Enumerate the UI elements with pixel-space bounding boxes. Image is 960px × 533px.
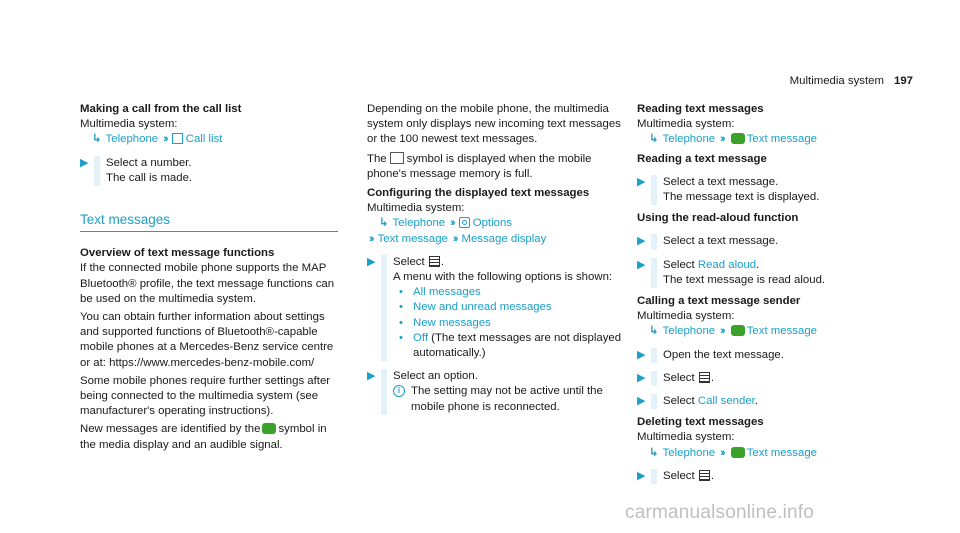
menu-icon: [429, 256, 440, 267]
step-text: Select a text message.: [663, 175, 779, 188]
nav-options[interactable]: Options: [472, 217, 512, 230]
page-header: [763, 74, 913, 89]
nav-text-message[interactable]: Text message: [746, 325, 817, 338]
step-arrow-icon: ▶: [637, 348, 646, 361]
subpath-arrow-icon: ↳: [649, 325, 659, 338]
step-delete: [637, 469, 895, 484]
header-section: Multimedia system: [789, 75, 884, 87]
system-label: Multimedia system:: [637, 310, 735, 323]
page-number: 197: [893, 75, 913, 87]
memory-p-start: The: [367, 152, 387, 165]
nav-telephone[interactable]: Telephone: [105, 133, 159, 146]
select-label: Select: [663, 395, 695, 408]
overview-paragraph-4: [80, 422, 338, 452]
step-aloud-2: [637, 258, 895, 288]
menu-icon: [699, 470, 710, 481]
info-text: The setting may not be active until the mobile phone is reconnected.: [411, 385, 603, 413]
section-title: Text messages: [80, 212, 338, 232]
memory-paragraph: [367, 152, 625, 182]
list-item: [393, 316, 625, 331]
step-call-2: [637, 371, 895, 386]
message-icon: [731, 133, 745, 144]
nav-text-message[interactable]: Text message: [377, 232, 448, 245]
step-arrow-icon: ▶: [637, 235, 646, 248]
call-list-title: Making a call from the call list: [80, 103, 242, 115]
aloud-title: Using the read-aloud function: [637, 212, 799, 225]
watermark: carmanualsonline.info: [625, 502, 815, 523]
column-2: [367, 102, 625, 415]
nav-telephone[interactable]: Telephone: [662, 446, 716, 459]
menu-icon: [699, 372, 710, 383]
column-1: [80, 102, 338, 453]
list-item: [393, 285, 625, 300]
chevron-right-icon: ››: [720, 133, 724, 146]
overview-paragraph-1: If the connected mobile phone supports the MAP Bluetooth® profile, the text message functions can be used on the multimedia system.: [80, 262, 335, 305]
step-arrow-icon: ▶: [637, 395, 646, 408]
nav-telephone[interactable]: Telephone: [662, 133, 716, 146]
step-text: Open the text message.: [663, 348, 784, 361]
reading-title: Reading text messages: [637, 103, 764, 115]
nav-telephone[interactable]: Telephone: [392, 217, 446, 230]
step-text: Select .: [663, 469, 715, 482]
step-call-3: [637, 394, 895, 409]
overview-p4-end: symbol in the media display and an audible signal.: [80, 423, 327, 451]
intro-paragraph: Depending on the mobile phone, the multimedia system only displays new incoming text messages or the 100 newest text messages.: [367, 103, 621, 146]
config-title: Configuring the displayed text messages: [367, 187, 590, 200]
step-arrow-icon: ▶: [637, 175, 646, 188]
option-new-unread[interactable]: New and unread messages: [413, 301, 552, 314]
step-call-1: [637, 348, 895, 363]
select-label: Select: [663, 258, 695, 271]
step-arrow-icon: ▶: [637, 469, 646, 482]
nav-path: [637, 446, 895, 461]
nav-path-1: [367, 216, 625, 231]
step-text: Select a text message.: [663, 235, 779, 248]
chevron-right-icon: ››: [369, 232, 373, 245]
call-list-icon: [172, 133, 183, 144]
options-icon: [459, 217, 470, 228]
step-read: [637, 175, 895, 205]
overview-paragraph-2: You can obtain further information about settings and supported functions of Bluetooth®-capable mobile phones at a Mercedes-Benz service centre or at: https://www.mercedes-benz-mobile.com/: [80, 311, 334, 369]
system-label: Multimedia system:: [367, 202, 465, 215]
call-sender-link[interactable]: Call sender: [697, 395, 755, 408]
step-select-number: [80, 156, 338, 186]
off-note: (The text messages are not displayed automatically.): [413, 331, 622, 360]
chevron-right-icon: ››: [450, 217, 454, 230]
step-arrow-icon: ▶: [637, 258, 646, 271]
subpath-arrow-icon: ↳: [649, 133, 659, 146]
chevron-right-icon: ››: [720, 446, 724, 459]
step-select-menu: [367, 255, 625, 361]
nav-text-message[interactable]: Text message: [746, 133, 817, 146]
message-icon: [731, 325, 745, 336]
step-result: The text message is read aloud.: [663, 273, 826, 286]
nav-text-message[interactable]: Text message: [746, 446, 817, 459]
read-aloud-link[interactable]: Read aloud: [697, 258, 757, 271]
step-select: Select .: [393, 255, 445, 268]
option-new-messages[interactable]: New messages: [413, 316, 491, 329]
chevron-right-icon: ››: [720, 325, 724, 338]
step-aloud-1: [637, 234, 895, 249]
list-item: [393, 300, 625, 315]
chevron-right-icon: ››: [452, 232, 457, 245]
overview-paragraph-3: Some mobile phones require further settings after being connected to the multimedia system (see manufacturer's operating instructions).: [80, 374, 331, 418]
nav-path: [80, 132, 338, 147]
system-label: Multimedia system:: [80, 118, 178, 131]
step-result: The call is made.: [106, 171, 193, 184]
delete-title: Deleting text messages: [637, 416, 764, 429]
step-result: The message text is displayed.: [663, 191, 820, 204]
nav-telephone[interactable]: Telephone: [662, 325, 716, 338]
memory-p-end: symbol is displayed when the mobile phone's message memory is full.: [367, 152, 592, 180]
step-arrow-icon: ▶: [637, 371, 646, 384]
nav-path: [637, 132, 895, 147]
step-arrow-icon: ▶: [367, 255, 376, 268]
info-note: [393, 384, 625, 414]
call-title: Calling a text message sender: [637, 295, 801, 308]
subpath-arrow-icon: ↳: [649, 446, 659, 459]
chevron-right-icon: ››: [163, 133, 167, 146]
step-arrow-icon: ▶: [367, 370, 376, 383]
select-label: Select: [663, 469, 695, 482]
step-text: Select a number.: [106, 156, 192, 169]
nav-path-2: [367, 232, 625, 247]
option-off[interactable]: Off: [413, 331, 428, 344]
step-text: Select .: [663, 371, 715, 384]
list-item: [393, 331, 625, 361]
info-icon: i: [393, 385, 405, 397]
system-label: Multimedia system:: [637, 118, 735, 131]
step-text: Select Read aloud.: [663, 258, 760, 271]
overview-title: Overview of text message functions: [80, 247, 275, 260]
system-label: Multimedia system:: [637, 431, 735, 444]
message-icon: [262, 423, 276, 434]
menu-text: A menu with the following options is shown:: [393, 271, 613, 284]
step-select-option: [367, 369, 625, 415]
nav-call-list[interactable]: Call list: [185, 133, 223, 146]
nav-path: [637, 324, 895, 339]
subpath-arrow-icon: ↳: [379, 217, 389, 230]
message-icon: [731, 447, 745, 458]
step-text: Select an option.: [393, 370, 478, 383]
read-title: Reading a text message: [637, 152, 767, 165]
select-label: Select: [393, 255, 425, 268]
memory-full-icon: [390, 152, 404, 164]
overview-p4-start: New messages are identified by the: [80, 423, 261, 436]
select-label: Select: [663, 371, 695, 384]
nav-message-display[interactable]: Message display: [461, 232, 547, 245]
column-3: [637, 102, 895, 484]
step-arrow-icon: ▶: [80, 156, 89, 169]
subpath-arrow-icon: ↳: [92, 133, 102, 146]
option-all-messages[interactable]: All messages: [413, 286, 481, 299]
step-text: Select Call sender.: [663, 395, 759, 408]
